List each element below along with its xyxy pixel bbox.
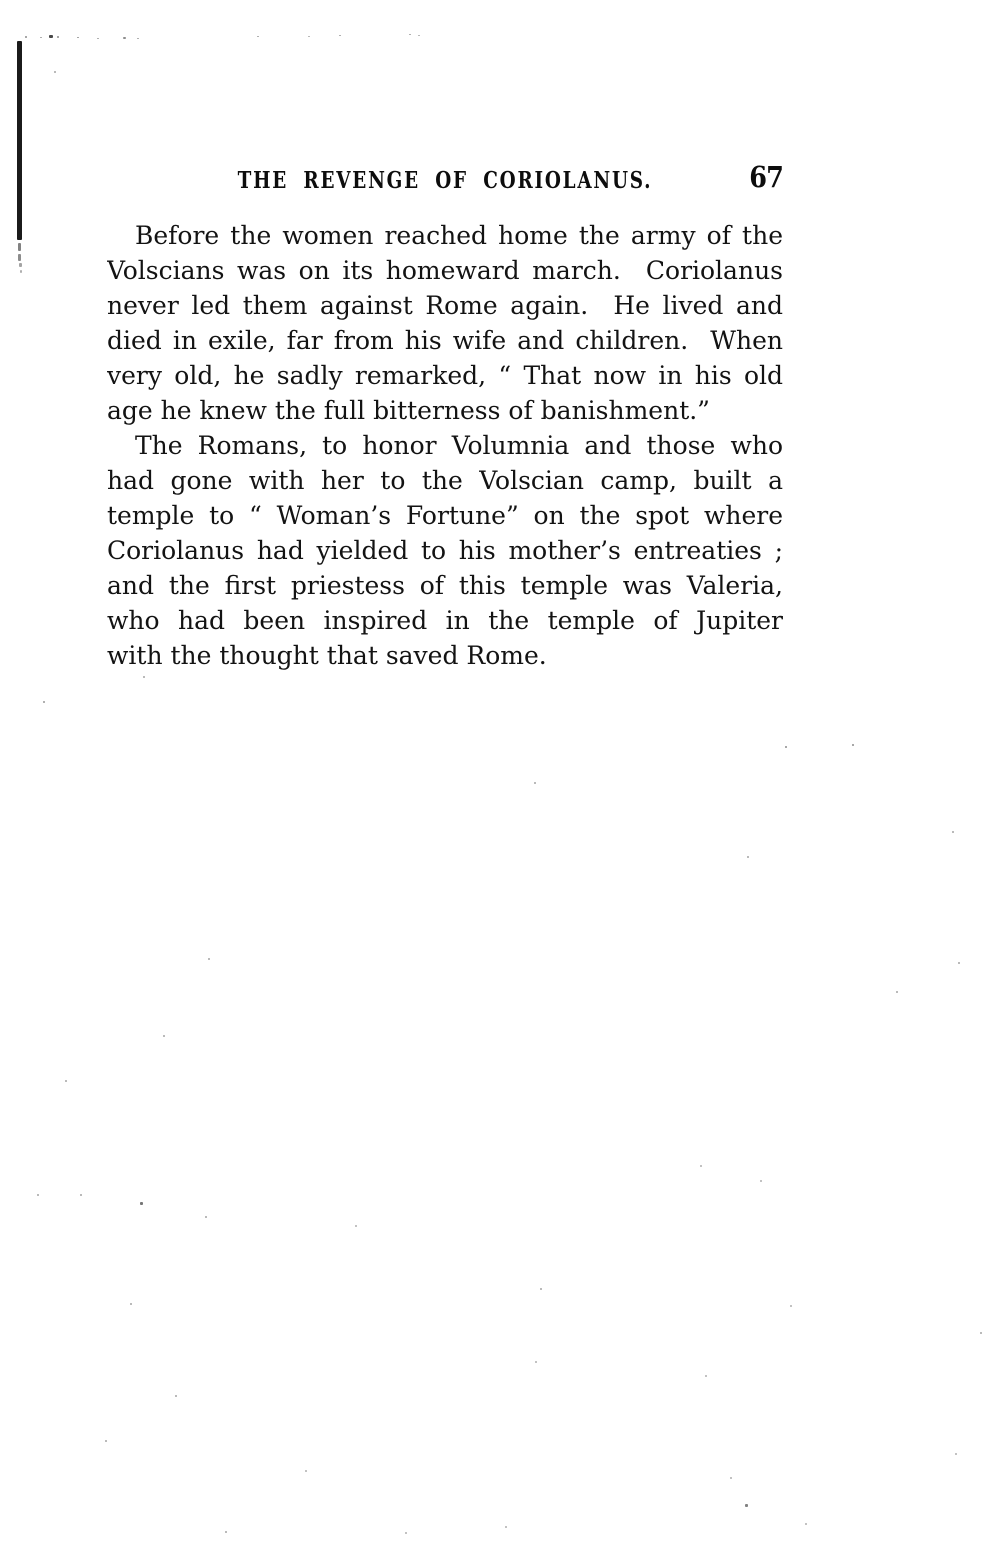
text-line: Volscians was on its homeward march. Coriolanus <box>107 256 783 285</box>
scan-speck <box>505 1526 507 1528</box>
scan-speck <box>57 36 59 38</box>
scan-speck <box>852 744 854 746</box>
scan-speck <box>80 1194 82 1196</box>
text-line: who had been inspired in the temple of Jupiter <box>107 606 783 635</box>
scan-speck <box>140 1202 143 1205</box>
scan-speck <box>339 35 341 36</box>
scan-speck <box>760 1180 762 1182</box>
scan-speck <box>205 1216 207 1218</box>
scan-speck <box>225 1531 227 1533</box>
text-line: never led them against Rome again. He lived and <box>107 291 783 320</box>
scan-speck <box>540 1288 542 1290</box>
scan-speck <box>130 1303 132 1305</box>
scan-speck <box>952 831 954 833</box>
text-line: Coriolanus had yielded to his mother’s entreaties ; <box>107 536 783 565</box>
text-line: with the thought that saved Rome. <box>107 641 547 670</box>
scan-speck <box>535 1361 537 1363</box>
scan-speck <box>97 38 99 39</box>
scan-speck <box>25 36 27 38</box>
text-line: Before the women reached home the army of the <box>135 221 783 250</box>
scan-speck <box>418 35 420 36</box>
scan-speck <box>705 1375 707 1377</box>
page-text <box>107 218 783 673</box>
text-line: temple to “ Woman’s Fortune” on the spot where <box>107 501 783 530</box>
page-number: 67 <box>749 160 783 194</box>
scan-edge-line-segment <box>20 270 22 273</box>
scan-speck <box>123 37 126 39</box>
scan-speck <box>175 1395 177 1397</box>
scan-speck <box>405 1532 407 1534</box>
text-line: The Romans, to honor Volumnia and those who <box>135 431 783 460</box>
scan-speck <box>896 991 898 993</box>
scan-speck <box>163 1035 165 1037</box>
scan-speck <box>730 1477 732 1479</box>
scan-speck <box>785 746 787 748</box>
running-header-title: THE REVENGE OF CORIOLANUS. <box>237 167 653 194</box>
scan-speck <box>308 36 310 37</box>
text-line: died in exile, far from his wife and children. When <box>107 326 783 355</box>
scan-speck <box>77 37 79 38</box>
text-line: and the first priestess of this temple was Valeria, <box>107 571 783 600</box>
scan-speck <box>143 676 145 678</box>
scan-edge-line-segment <box>17 41 22 240</box>
text-line: very old, he sadly remarked, “ That now in his old <box>107 361 783 390</box>
paragraph-1 <box>107 218 783 428</box>
scan-speck <box>955 1453 957 1455</box>
text-line: age he knew the full bitterness of banishment.” <box>107 396 710 425</box>
scan-speck <box>700 1165 702 1167</box>
scan-speck <box>805 1523 807 1525</box>
scan-speck <box>54 71 56 73</box>
scan-speck <box>43 701 45 703</box>
scan-speck <box>65 1080 67 1082</box>
scan-speck <box>208 958 210 960</box>
scan-speck <box>37 1194 39 1196</box>
scan-speck <box>980 1332 982 1334</box>
scan-speck <box>534 782 536 784</box>
scan-speck <box>958 962 960 964</box>
scan-speck <box>105 1440 107 1442</box>
scan-speck <box>257 36 259 37</box>
scan-edge-line-segment <box>18 254 21 261</box>
scan-speck <box>49 35 53 38</box>
scan-edge-line-segment <box>18 243 21 251</box>
scan-speck <box>137 38 139 39</box>
scan-speck <box>409 34 411 35</box>
scan-speck <box>747 856 749 858</box>
scan-speck <box>40 37 42 38</box>
scan-speck <box>355 1225 357 1227</box>
text-line: had gone with her to the Volscian camp, built a <box>107 466 783 495</box>
paragraph-2 <box>107 428 783 673</box>
scan-edge-line-segment <box>19 263 22 267</box>
scan-speck <box>745 1504 748 1507</box>
scan-speck <box>305 1470 307 1472</box>
scan-speck <box>790 1305 792 1307</box>
